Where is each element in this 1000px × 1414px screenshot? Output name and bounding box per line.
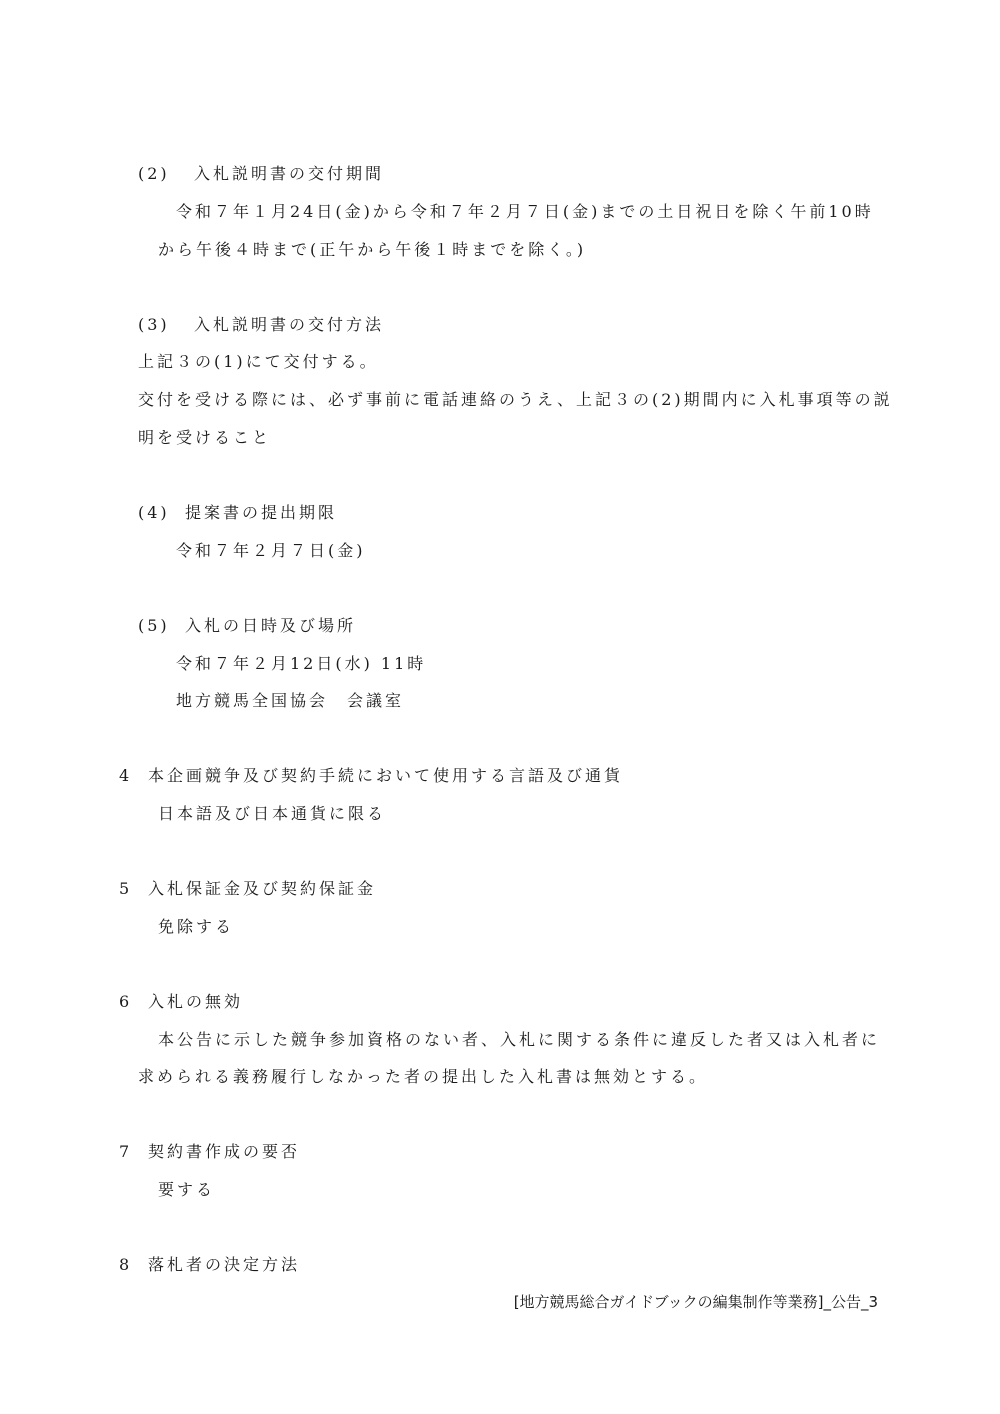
- item-6-title: 入札の無効: [148, 992, 244, 1011]
- section-5-number: (5): [138, 616, 170, 635]
- item-6-body-line-2: 求められる義務履行しなかった者の提出した入札書は無効とする。: [138, 1067, 709, 1086]
- section-2-body-line-2: から午後４時まで(正午から午後１時までを除く。): [158, 240, 587, 259]
- item-8-number: 8: [119, 1255, 133, 1274]
- section-2-number: (2): [138, 164, 170, 183]
- section-5-title: 入札の日時及び場所: [185, 616, 357, 635]
- section-3-heading: [138, 315, 384, 335]
- item-7-title: 契約書作成の要否: [148, 1142, 301, 1161]
- item-5-title: 入札保証金及び契約保証金: [148, 879, 377, 898]
- section-3-number: (3): [138, 315, 170, 334]
- page-footer: [地方競馬総合ガイドブックの編集制作等業務]_公告_3: [513, 1293, 878, 1311]
- item-4-heading: [119, 766, 623, 786]
- item-6-heading: [119, 992, 243, 1012]
- item-8-title: 落札者の決定方法: [148, 1255, 301, 1274]
- item-5-heading: [119, 879, 376, 899]
- item-6-body-line-1: 本公告に示した競争参加資格のない者、入札に関する条件に違反した者又は入札者に: [158, 1030, 881, 1049]
- section-5-body-line-1: 令和７年２月12日(水) 11時: [176, 654, 427, 673]
- section-2-body-line-1: 令和７年１月24日(金)から令和７年２月７日(金)までの土日祝日を除く午前10時: [176, 202, 874, 221]
- item-7-heading: [119, 1142, 300, 1162]
- section-5-body-line-2: 地方競馬全国協会 会議室: [176, 691, 405, 710]
- section-2-title: 入札説明書の交付期間: [194, 164, 385, 183]
- item-4-title: 本企画競争及び契約手続において使用する言語及び通貨: [148, 766, 624, 785]
- section-4-title: 提案書の提出期限: [185, 503, 338, 522]
- item-8-heading: [119, 1255, 300, 1275]
- item-7-number: 7: [119, 1142, 133, 1161]
- item-4-number: 4: [119, 766, 133, 785]
- item-5-number: 5: [119, 879, 133, 898]
- section-3-body-line-2: 交付を受ける際には、必ず事前に電話連絡のうえ、上記３の(2)期間内に入札事項等の説: [138, 390, 893, 409]
- section-3-body-line-3: 明を受けること: [138, 428, 272, 447]
- section-4-heading: [138, 503, 337, 523]
- section-5-heading: [138, 616, 356, 636]
- section-3-body-line-1: 上記３の(1)にて交付する。: [138, 352, 379, 371]
- section-3-title: 入札説明書の交付方法: [194, 315, 385, 334]
- item-4-body-line-1: 日本語及び日本通貨に限る: [158, 804, 387, 823]
- section-2-heading: [138, 164, 384, 184]
- item-7-body-line-1: 要する: [158, 1180, 216, 1199]
- item-5-body-line-1: 免除する: [158, 917, 235, 936]
- section-4-body-line-1: 令和７年２月７日(金): [176, 541, 366, 560]
- item-6-number: 6: [119, 992, 133, 1011]
- section-4-number: (4): [138, 503, 170, 522]
